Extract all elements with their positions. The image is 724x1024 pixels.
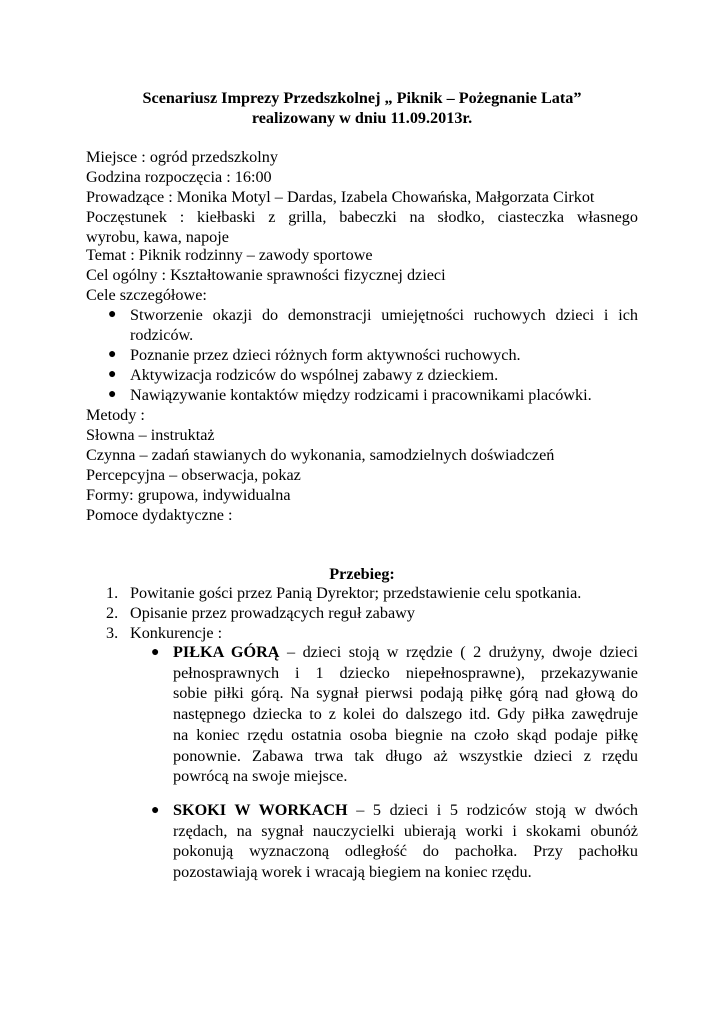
metody-percepcyjna: Percepcyjna – obserwacja, pokaz [86,466,301,484]
przebieg-item-number: 2. [106,604,119,622]
bullet-icon: ● [108,307,117,322]
metody-formy: Formy: grupowa, indywidualna [86,486,291,504]
cel-item-4: Nawiązywanie kontaktów między rodzicami i pracownikami placówki. [130,386,592,404]
przebieg-item-3: Konkurencje : [130,624,223,642]
konkurencja-line: następnego dziecka to z kolei do dalszego itd. Gdy piłka zawędruje [173,705,638,724]
cel-item-1-line1: Stworzenie okazji do demonstracji umiejętności ruchowych dzieci i ich [130,306,638,324]
info-godzina: Godzina rozpoczęcia : 16:00 [86,168,272,186]
przebieg-item-number: 1. [106,584,119,602]
document-title-line2: realizowany w dniu 11.09.2013r. [251,109,473,127]
metody-czynna: Czynna – zadań stawianych do wykonania, samodzielnych doświadczeń [86,446,555,464]
cel-item-3: Aktywizacja rodziców do wspólnej zabawy z dzieckiem. [130,366,499,384]
info-poczestunek-line1: Poczęstunek : kiełbaski z grilla, babeczki na słodko, ciasteczka własnego [86,208,638,226]
info-cele-szczegolowe: Cele szczegółowe: [86,286,207,304]
przebieg-item-1: Powitanie gości przez Panią Dyrektor; przedstawienie celu spotkania. [130,584,582,602]
konkurencja-line: rzędach, na sygnał nauczycielki ubierają worki i skokami obunóż [173,821,638,840]
przebieg-item-2: Opisanie przez prowadzących reguł zabawy [130,604,415,622]
konkurencja-skoki-w-workach [173,800,638,883]
konkurencja-pilka-gora [173,642,638,787]
bullet-icon: ● [151,645,160,660]
konkurencja-name: PIŁKA GÓRĄ [173,643,280,661]
cel-item-2: Poznanie przez dzieci różnych form aktywności ruchowych. [130,346,521,364]
info-prowadzace: Prowadzące : Monika Motyl – Dardas, Izabela Chowańska, Małgorzata Cirkot [86,188,595,206]
info-poczestunek-line2: wyrobu, kawa, napoje [86,228,229,246]
konkurencja-line: powrócą na swoje miejsce. [173,767,348,786]
bullet-icon: ● [108,347,117,362]
konkurencja-line: pozostawiają worek i wracają biegiem na koniec rzędu. [173,863,532,882]
przebieg-heading: Przebieg: [329,565,395,583]
konkurencja-line: sobie piłki górą. Na sygnał pierwsi podają piłkę górą nad głową do [173,684,638,703]
info-cel-ogolny: Cel ogólny : Kształtowanie sprawności fizycznej dzieci [86,266,446,284]
konkurencja-line: na koniec rzędu ostatnia osoba biegnie na czoło skąd podaje piłkę [173,725,638,744]
bullet-icon: ● [108,367,117,382]
konkurencja-first-line [173,642,638,663]
bullet-icon: ● [108,387,117,402]
metody-slowna: Słowna – instruktaż [86,426,215,444]
konkurencja-intro: – dzieci stoją w rzędzie ( 2 drużyny, dwoje dzieci [279,643,638,661]
document-title-line1: Scenariusz Imprezy Przedszkolnej „ Piknik – Pożegnanie Lata” [142,89,582,107]
konkurencja-line: pełnosprawnych i 1 dziecko niepełnosprawne), przekazywanie [173,663,638,682]
konkurencja-line: pokonują wyznaczoną odległość do pachołka. Przy pachołku [173,842,638,861]
konkurencja-line: ponownie. Zabawa trwa tak długo aż wszystkie dzieci z rzędu [173,746,638,765]
bullet-icon: ● [151,803,160,818]
metody-pomoce: Pomoce dydaktyczne : [86,506,233,524]
cel-item-1-line2: rodziców. [130,326,194,344]
konkurencja-intro: – 5 dzieci i 5 rodziców stoją w dwóch [347,801,638,819]
info-miejsce: Miejsce : ogród przedszkolny [86,148,278,166]
przebieg-item-number: 3. [106,624,119,642]
info-temat: Temat : Piknik rodzinny – zawody sportowe [86,246,373,264]
konkurencja-name: SKOKI W WORKACH [173,801,348,819]
metody-label: Metody : [86,406,145,424]
konkurencja-first-line [173,800,638,821]
